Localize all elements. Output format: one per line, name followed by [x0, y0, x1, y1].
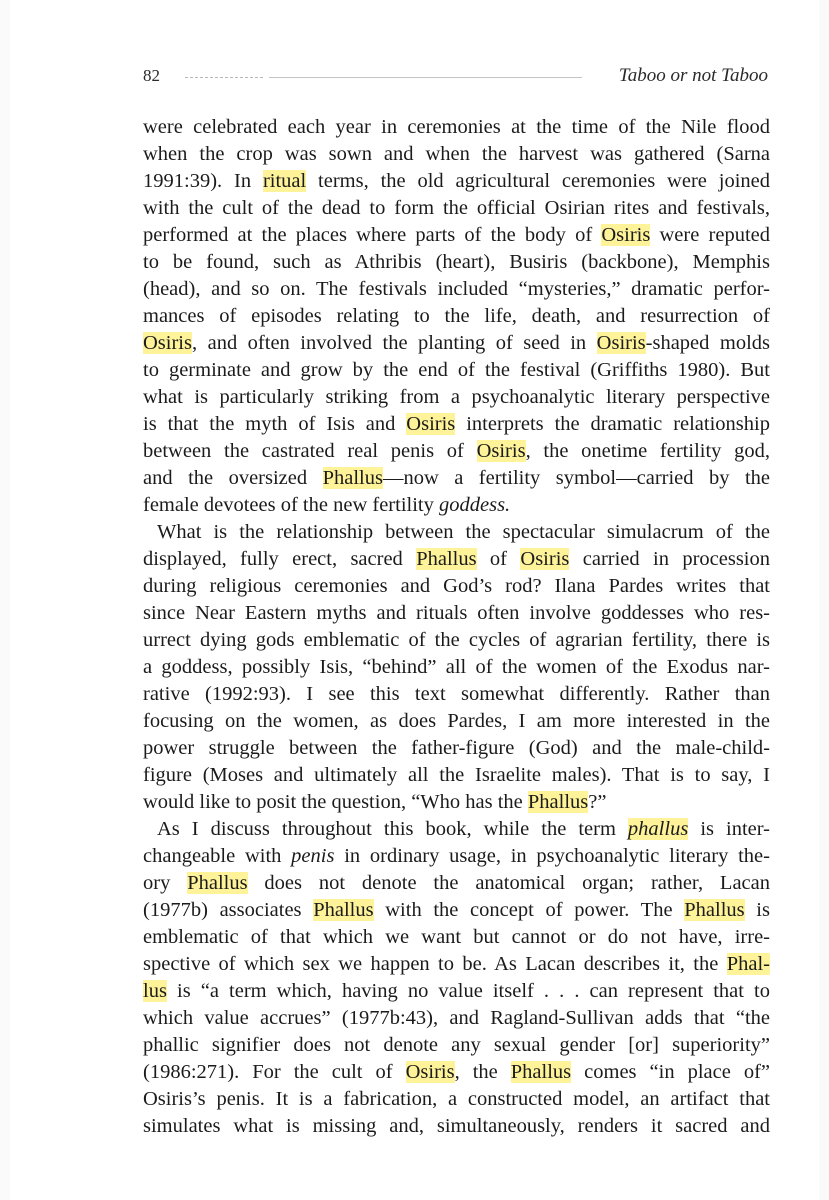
text-run: of — [476, 548, 521, 570]
text-line — [143, 249, 770, 276]
text-run: in ordinary usage, in psychoanalytic literary the- — [334, 845, 770, 867]
text-line — [143, 762, 770, 789]
highlighted-term: Phallus — [416, 548, 477, 570]
text-line — [143, 384, 770, 411]
text-run: (1986:271). For the cult of — [143, 1061, 406, 1083]
highlighted-term: Osiris — [601, 224, 651, 246]
text-run: between the castrated real penis of — [143, 440, 477, 462]
text-run: is — [744, 899, 770, 921]
text-run: What is the relationship between the spectacular simulacrum of the — [157, 521, 770, 543]
text-line — [143, 924, 770, 951]
text-run: is that the myth of Isis and — [143, 413, 407, 435]
text-line — [143, 1086, 770, 1113]
highlighted-term: Osiris — [476, 440, 526, 462]
text-run: urrect dying gods emblematic of the cycles of agrarian fertility, there is — [143, 629, 770, 651]
text-run: spective of which sex we happen to be. As Lacan describes it, the — [143, 953, 727, 975]
text-run: female devotees of the new fertility — [143, 494, 439, 516]
text-line — [143, 870, 770, 897]
text-run: which value accrues” (1977b:43), and Ragland-Sullivan adds that “the — [143, 1007, 770, 1029]
text-line — [143, 357, 770, 384]
text-run: is inter- — [688, 818, 770, 840]
highlighted-term: Phallus — [684, 899, 745, 921]
text-line — [143, 141, 770, 168]
italic-term: goddess. — [439, 494, 511, 516]
text-line — [143, 627, 770, 654]
text-line — [143, 708, 770, 735]
text-line — [143, 492, 770, 519]
text-line — [143, 222, 770, 249]
body-text — [143, 114, 770, 1140]
text-line — [143, 1059, 770, 1086]
text-line — [143, 843, 770, 870]
text-line — [143, 789, 770, 816]
text-run: , the — [454, 1061, 511, 1083]
text-line — [143, 114, 770, 141]
text-run: figure (Moses and ultimately all the Israelite males). That is to say, I — [143, 764, 770, 786]
text-run: performed at the places where parts of the body of — [143, 224, 602, 246]
text-run: does not denote the anatomical organ; rather, Lacan — [247, 872, 770, 894]
highlighted-term: Phallus — [322, 467, 383, 489]
text-run: to be found, such as Athribis (heart), Busiris (backbone), Memphis — [143, 251, 770, 273]
text-run: were reputed — [650, 224, 770, 246]
text-line — [143, 411, 770, 438]
text-run: during religious ceremonies and God’s rod? Ilana Pardes writes that — [143, 575, 770, 597]
text-line — [143, 897, 770, 924]
text-run: is “a term which, having no value itself . . . can represent that to — [166, 980, 770, 1002]
text-line — [143, 978, 770, 1005]
text-run: ?” — [588, 791, 607, 813]
text-run: power struggle between the father-figure (God) and the male-child- — [143, 737, 770, 759]
text-run: since Near Eastern myths and rituals often involve goddesses who res- — [143, 602, 770, 624]
text-run: with the cult of the dead to form the official Osirian rites and festivals, — [143, 197, 770, 219]
highlighted-term: Phallus — [527, 791, 589, 813]
highlighted-term: Phallus — [187, 872, 248, 894]
highlighted-term: ritual — [262, 170, 307, 192]
text-line — [143, 438, 770, 465]
text-line — [143, 600, 770, 627]
text-run: when the crop was sown and when the harvest was gathered (Sarna — [143, 143, 770, 165]
text-line — [143, 1113, 770, 1140]
text-run: were celebrated each year in ceremonies at the time of the Nile flood — [143, 116, 770, 138]
text-run: emblematic of that which we want but cannot or do not have, irre- — [143, 926, 770, 948]
page-header — [143, 62, 768, 90]
text-line — [143, 168, 770, 195]
text-line — [143, 195, 770, 222]
text-run: Osiris’s penis. It is a fabrication, a constructed model, an artifact that — [143, 1088, 770, 1110]
highlighted-term: Osiris — [143, 332, 192, 354]
highlighted-term: Osiris — [596, 332, 646, 354]
highlighted-italic-term: phallus — [627, 818, 689, 840]
text-line — [143, 303, 770, 330]
text-run: , the onetime fertility god, — [525, 440, 770, 462]
text-run: 1991:39). In — [143, 170, 263, 192]
page-number: 82 — [143, 66, 160, 85]
text-run: displayed, fully erect, sacred — [143, 548, 417, 570]
text-line — [143, 816, 770, 843]
text-run: —now a fertility symbol—carried by the — [382, 467, 770, 489]
text-line — [143, 1032, 770, 1059]
text-run: with the concept of power. The — [373, 899, 685, 921]
text-line — [143, 546, 770, 573]
text-run: would like to posit the question, “Who has the — [143, 791, 528, 813]
highlighted-term: Osiris — [405, 1061, 455, 1083]
text-run: what is particularly striking from a psychoanalytic literary perspective — [143, 386, 770, 408]
text-run: -shaped molds — [645, 332, 771, 354]
text-run: (1977b) associates — [143, 899, 314, 921]
text-line — [143, 519, 770, 546]
text-run: mances of episodes relating to the life, death, and resurrection of — [143, 305, 770, 327]
text-line — [143, 1005, 770, 1032]
text-run: interprets the dramatic relationship — [455, 413, 770, 435]
italic-term: penis — [291, 845, 335, 867]
highlighted-term: Phallus — [313, 899, 374, 921]
text-run: and the oversized — [143, 467, 323, 489]
highlighted-term: Osiris — [406, 413, 456, 435]
text-run: to germinate and grow by the end of the festival (Griffiths 1980). But — [143, 359, 770, 381]
text-run: As I discuss throughout this book, while the term — [157, 818, 628, 840]
text-line — [143, 276, 770, 303]
text-run: , and often involved the planting of seed in — [191, 332, 597, 354]
text-line — [143, 330, 770, 357]
text-run: rative (1992:93). I see this text somewhat differently. Rather than — [143, 683, 770, 705]
text-line — [143, 573, 770, 600]
text-run: focusing on the women, as does Pardes, I am more interested in the — [143, 710, 770, 732]
text-run: simulates what is missing and, simultaneously, renders it sacred and — [143, 1115, 770, 1137]
text-run: ory — [143, 872, 188, 894]
highlighted-term: Phallus — [510, 1061, 572, 1083]
highlighted-term: Osiris — [520, 548, 570, 570]
text-run: phallic signifier does not denote any sexual gender [or] superiority” — [143, 1034, 770, 1056]
running-title: Taboo or not Taboo — [618, 65, 768, 86]
text-line — [143, 654, 770, 681]
text-run: (head), and so on. The festivals included “mysteries,” dramatic perfor- — [143, 278, 770, 300]
text-line — [143, 735, 770, 762]
highlighted-term: lus — [143, 980, 167, 1002]
text-run: comes “in place of” — [571, 1061, 770, 1083]
text-run: a goddess, possibly Isis, “behind” all of the women of the Exodus nar- — [143, 656, 770, 678]
text-run: carried in procession — [569, 548, 770, 570]
header-dash-rule — [185, 77, 263, 78]
text-run: terms, the old agricultural ceremonies were joined — [306, 170, 770, 192]
text-line — [143, 951, 770, 978]
text-line — [143, 681, 770, 708]
header-rule — [269, 77, 582, 78]
text-line — [143, 465, 770, 492]
text-run: changeable with — [143, 845, 292, 867]
highlighted-term: Phal- — [726, 953, 770, 975]
